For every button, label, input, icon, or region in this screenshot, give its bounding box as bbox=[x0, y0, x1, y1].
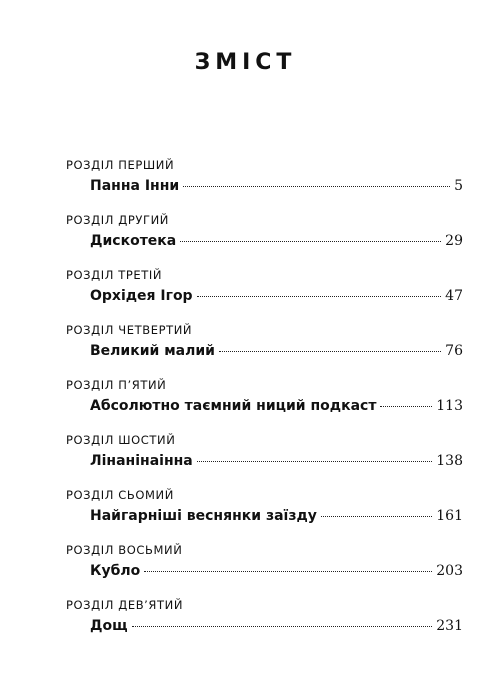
chapter-line[interactable] bbox=[90, 453, 463, 469]
toc-entry bbox=[0, 213, 491, 269]
chapter-line[interactable] bbox=[90, 563, 463, 579]
dot-leader bbox=[132, 626, 433, 627]
chapter-title: Дощ bbox=[90, 618, 128, 634]
section-label: РОЗДІЛ ДЕВ’ЯТИЙ bbox=[66, 598, 184, 612]
toc-entry bbox=[0, 268, 491, 324]
section-label: РОЗДІЛ СЬОМИЙ bbox=[66, 488, 174, 502]
section-label: РОЗДІЛ ТРЕТІЙ bbox=[66, 268, 163, 282]
dot-leader bbox=[197, 296, 442, 297]
page-number: 161 bbox=[436, 508, 463, 524]
dot-leader bbox=[219, 351, 441, 352]
section-label: РОЗДІЛ ШОСТИЙ bbox=[66, 433, 176, 447]
page-number: 231 bbox=[436, 618, 463, 634]
chapter-line[interactable] bbox=[90, 508, 463, 524]
dot-leader bbox=[144, 571, 432, 572]
chapter-title: Лінанінаінна bbox=[90, 453, 193, 469]
chapter-title: Абсолютно таємний ниций подкаст bbox=[90, 398, 377, 414]
chapter-line[interactable] bbox=[90, 233, 463, 249]
toc-entry bbox=[0, 488, 491, 544]
section-label: РОЗДІЛ ДРУГИЙ bbox=[66, 213, 169, 227]
chapter-title: Панна Інни bbox=[90, 178, 180, 194]
page-number: 138 bbox=[436, 453, 463, 469]
page-title: ЗМІСТ bbox=[194, 50, 297, 75]
page-number: 29 bbox=[445, 233, 463, 249]
toc-entry bbox=[0, 598, 491, 654]
toc-entry bbox=[0, 158, 491, 214]
chapter-line[interactable] bbox=[90, 288, 463, 304]
chapter-title: Великий малий bbox=[90, 343, 215, 359]
chapter-title: Орхідея Ігор bbox=[90, 288, 193, 304]
chapter-line[interactable] bbox=[90, 178, 463, 194]
toc-entry bbox=[0, 433, 491, 489]
dot-leader bbox=[180, 241, 441, 242]
page-number: 5 bbox=[454, 178, 463, 194]
page-number: 203 bbox=[436, 563, 463, 579]
section-label: РОЗДІЛ ПЕРШИЙ bbox=[66, 158, 175, 172]
chapter-title: Найгарніші веснянки заїзду bbox=[90, 508, 317, 524]
dot-leader bbox=[183, 186, 450, 187]
page-number: 113 bbox=[436, 398, 463, 414]
dot-leader bbox=[197, 461, 433, 462]
toc-entry bbox=[0, 378, 491, 434]
page-number: 47 bbox=[445, 288, 463, 304]
chapter-title: Кубло bbox=[90, 563, 141, 579]
section-label: РОЗДІЛ ВОСЬМИЙ bbox=[66, 543, 183, 557]
chapter-line[interactable] bbox=[90, 618, 463, 634]
chapter-title: Дискотека bbox=[90, 233, 177, 249]
toc-entry bbox=[0, 323, 491, 379]
dot-leader bbox=[321, 516, 432, 517]
section-label: РОЗДІЛ П’ЯТИЙ bbox=[66, 378, 167, 392]
section-label: РОЗДІЛ ЧЕТВЕРТИЙ bbox=[66, 323, 193, 337]
toc-entry bbox=[0, 543, 491, 599]
dot-leader bbox=[380, 406, 432, 407]
chapter-line[interactable] bbox=[90, 343, 463, 359]
page-number: 76 bbox=[445, 343, 463, 359]
chapter-line[interactable] bbox=[90, 398, 463, 414]
